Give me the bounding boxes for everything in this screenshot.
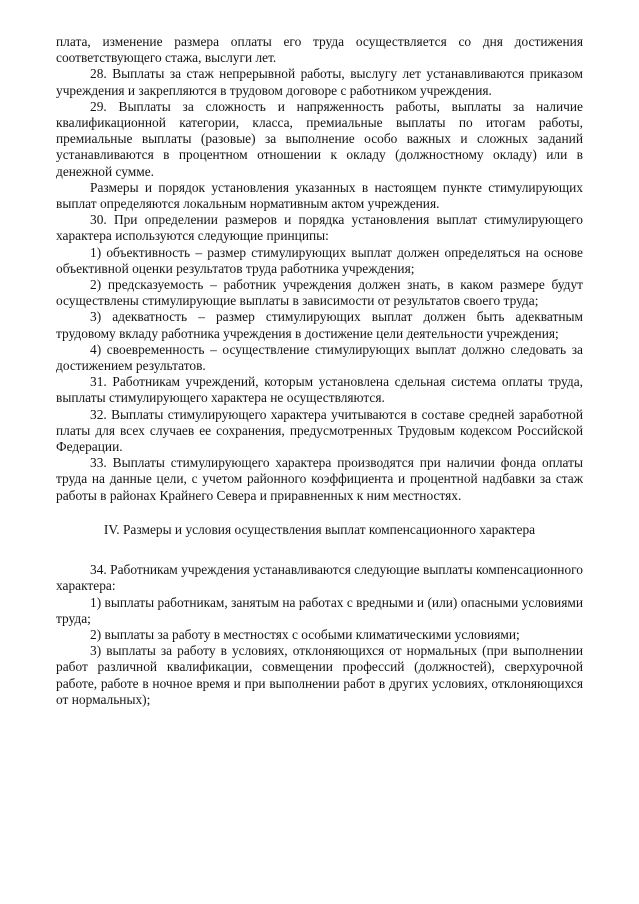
- paragraph-30-item-2: 2) предсказуемость – работник учреждения должен знать, в каком размере будут осуществлены стимулирующие выплаты в зависимости от результатов своего труда;: [56, 277, 583, 309]
- paragraph-continuation: плата, изменение размера оплаты его труда осуществляется со дня достижения соответствующего стажа, выслуги лет.: [56, 34, 583, 66]
- paragraph-30: 30. При определении размеров и порядка установления выплат стимулирующего характера используются следующие принципы:: [56, 212, 583, 244]
- paragraph-30-item-1: 1) объективность – размер стимулирующих выплат должен определяться на основе объективной оценки результатов труда работника учреждения;: [56, 244, 583, 276]
- paragraph-34-item-3: 3) выплаты за работу в условиях, отклоняющихся от нормальных (при выполнении работ различной квалификации, совмещении профессий (должностей), сверхурочной работе, работе в ночное время и при выполнении работ в других условиях, отклоняющихся от нормальных);: [56, 643, 583, 707]
- paragraph-28: 28. Выплаты за стаж непрерывной работы, выслугу лет устанавливаются приказом учреждения и закрепляются в трудовом договоре с работником учреждения.: [56, 66, 583, 98]
- paragraph-29-sizes: Размеры и порядок установления указанных в настоящем пункте стимулирующих выплат определяются локальным нормативным актом учреждения.: [56, 179, 583, 212]
- paragraph-34-item-1: 1) выплаты работникам, занятым на работах с вредными и (или) опасными условиями труда;: [56, 594, 583, 626]
- paragraph-30-item-3: 3) адекватность – размер стимулирующих выплат должен быть адекватным трудовому вкладу работника учреждения в достижение цели деятельности учреждения;: [56, 309, 583, 341]
- paragraph-30-item-4: 4) своевременность – осуществление стимулирующих выплат должно следовать за достижением результатов.: [56, 341, 583, 374]
- paragraph-29: 29. Выплаты за сложность и напряженность работы, выплаты за наличие квалификационной категории, класса, премиальные выплаты по итогам работы, премиальные выплаты (разовые) за выполнение особо важных и сложных заданий устанавливаются в процентном отношении к окладу (должностному окладу) или в денежной сумме.: [56, 98, 583, 179]
- paragraph-34-item-2: 2) выплаты за работу в местностях с особыми климатическими условиями;: [90, 626, 520, 642]
- section-heading: IV. Размеры и условия осуществления выплат компенсационного характера: [103, 521, 536, 537]
- paragraph-33: 33. Выплаты стимулирующего характера производятся при наличии фонда оплаты труда на данные цели, с учетом районного коэффициента и процентной надбавки за стаж работы в районах Крайнего Севера и приравненных к ним местностях.: [56, 455, 583, 503]
- paragraph-34: 34. Работникам учреждения устанавливаются следующие выплаты компенсационного характера:: [56, 562, 583, 594]
- paragraph-31: 31. Работникам учреждений, которым установлена сдельная система оплаты труда, выплаты стимулирующего характера не осуществляются.: [56, 374, 583, 406]
- paragraph-32: 32. Выплаты стимулирующего характера учитываются в составе средней заработной платы для всех случаев ее сохранения, предусмотренных Трудовым кодексом Российской Федерации.: [56, 406, 583, 455]
